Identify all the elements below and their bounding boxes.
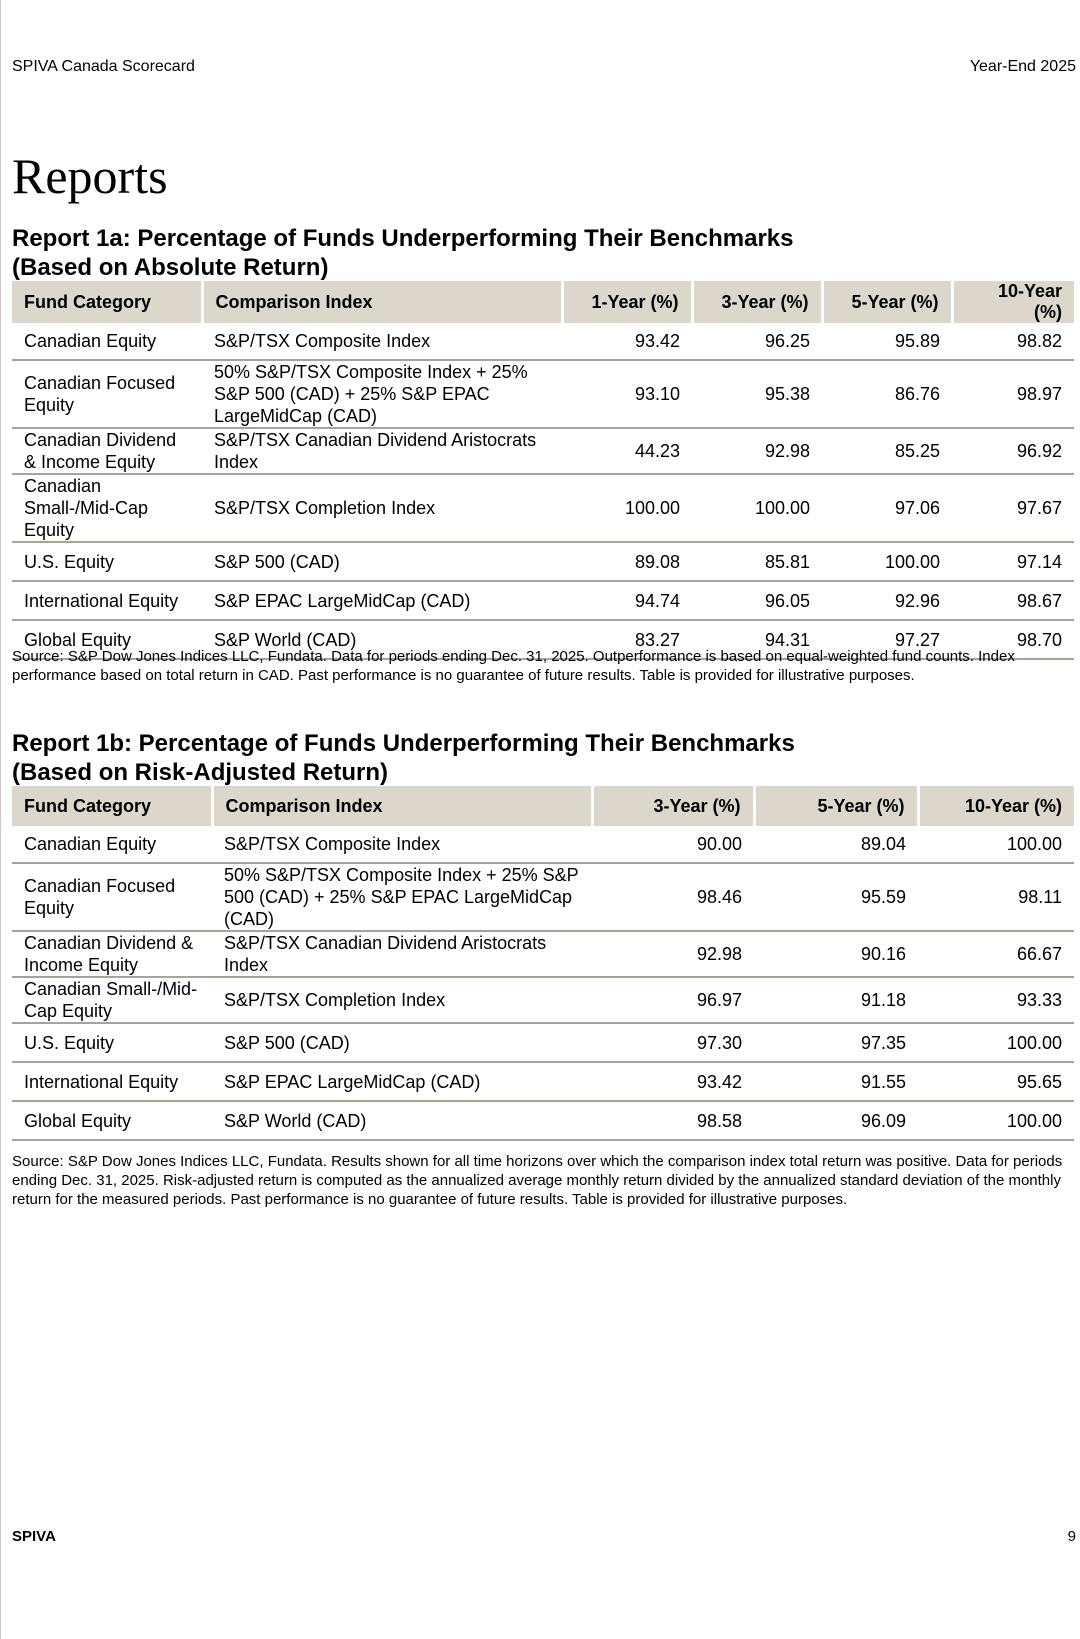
col-header-1-year: 1-Year (%) (562, 281, 692, 323)
report-1b-header-row (12, 786, 1074, 826)
value-1-year: 100.00 (562, 474, 692, 542)
table-row (12, 1023, 1074, 1062)
table-row (12, 1062, 1074, 1101)
report-1b-table (12, 786, 1074, 1141)
table-row (12, 428, 1074, 474)
fund-category: Global Equity (12, 620, 202, 659)
comparison-index: S&P/TSX Canadian Dividend Aristocrats Index (202, 428, 562, 474)
comparison-index: S&P World (CAD) (212, 1101, 592, 1140)
value-3-year: 93.42 (592, 1062, 754, 1101)
value-1-year: 83.27 (562, 620, 692, 659)
report-1a-source-note: Source: S&P Dow Jones Indices LLC, Fundata. Data for periods ending Dec. 31, 2025. Outperformance is based on equal-weighted fund counts. Index performance based on total return in CAD. Past performance is no guarantee of future results. Table is provided for illustrative purposes. (12, 648, 1015, 684)
fund-category: International Equity (12, 581, 202, 620)
table-row (12, 323, 1074, 360)
report-1b-title-line1: Report 1b: Percentage of Funds Underperforming Their Benchmarks (12, 730, 795, 757)
footer-brand: SPIVA (12, 1528, 56, 1545)
fund-category: Canadian Dividend & Income Equity (12, 931, 212, 977)
fund-category: Canadian Equity (12, 323, 202, 360)
fund-category: Canadian Small-/Mid-Cap Equity (12, 977, 212, 1023)
report-1b-source-note: Source: S&P Dow Jones Indices LLC, Fundata. Results shown for all time horizons over which the comparison index total return was positive. Data for periods ending Dec. 31, 2025. Risk-adjusted return is computed as the annualized average monthly return divided by the annualized standard deviation of the monthly return for the measured periods. Past performance is no guarantee of future results. Table is provided for illustrative purposes. (12, 1153, 1063, 1208)
value-5-year: 85.25 (822, 428, 952, 474)
value-3-year: 92.98 (592, 931, 754, 977)
fund-category: International Equity (12, 1062, 212, 1101)
comparison-index: 50% S&P/TSX Composite Index + 25% S&P 500 (CAD) + 25% S&P EPAC LargeMidCap (CAD) (212, 863, 592, 931)
value-5-year: 97.35 (754, 1023, 918, 1062)
report-1a-table (12, 281, 1074, 660)
comparison-index: S&P/TSX Composite Index (212, 826, 592, 863)
value-5-year: 92.96 (822, 581, 952, 620)
col-header-10-year: 10-Year (%) (918, 786, 1074, 826)
value-10-year: 93.33 (918, 977, 1074, 1023)
value-10-year: 97.14 (952, 542, 1074, 581)
table-row (12, 581, 1074, 620)
fund-category: Canadian Focused Equity (12, 863, 212, 931)
value-10-year: 98.11 (918, 863, 1074, 931)
page-number: 9 (1067, 1528, 1076, 1545)
value-10-year: 98.82 (952, 323, 1074, 360)
report-1b-title (12, 729, 912, 787)
value-3-year: 98.46 (592, 863, 754, 931)
value-3-year: 98.58 (592, 1101, 754, 1140)
header-scorecard-name: SPIVA Canada Scorecard (12, 58, 195, 75)
comparison-index: S&P/TSX Canadian Dividend Aristocrats Index (212, 931, 592, 977)
value-1-year: 89.08 (562, 542, 692, 581)
value-10-year: 98.70 (952, 620, 1074, 659)
report-1a-header-row (12, 281, 1074, 323)
value-10-year: 95.65 (918, 1062, 1074, 1101)
comparison-index: S&P/TSX Composite Index (202, 323, 562, 360)
table-row (12, 931, 1074, 977)
table-row (12, 360, 1074, 428)
value-10-year: 96.92 (952, 428, 1074, 474)
comparison-index: S&P EPAC LargeMidCap (CAD) (212, 1062, 592, 1101)
fund-category: Canadian Small-/Mid-Cap Equity (12, 474, 202, 542)
value-10-year: 100.00 (918, 826, 1074, 863)
value-3-year: 95.38 (692, 360, 822, 428)
col-header-5-year: 5-Year (%) (754, 786, 918, 826)
value-5-year: 89.04 (754, 826, 918, 863)
report-1a-title-line1: Report 1a: Percentage of Funds Underperforming Their Benchmarks (12, 225, 794, 252)
value-1-year: 93.10 (562, 360, 692, 428)
comparison-index: S&P/TSX Completion Index (212, 977, 592, 1023)
value-5-year: 90.16 (754, 931, 918, 977)
page-title: Reports (12, 148, 168, 204)
col-header-3-year: 3-Year (%) (592, 786, 754, 826)
table-row (12, 826, 1074, 863)
report-1a-title-line2: (Based on Absolute Return) (12, 254, 329, 281)
value-5-year: 91.18 (754, 977, 918, 1023)
table-row (12, 474, 1074, 542)
fund-category: U.S. Equity (12, 542, 202, 581)
col-header-10-year: 10-Year (%) (952, 281, 1074, 323)
value-10-year: 97.67 (952, 474, 1074, 542)
value-10-year: 66.67 (918, 931, 1074, 977)
value-10-year: 100.00 (918, 1023, 1074, 1062)
col-header-comparison-index: Comparison Index (202, 281, 562, 323)
fund-category: U.S. Equity (12, 1023, 212, 1062)
value-10-year: 98.67 (952, 581, 1074, 620)
value-3-year: 96.97 (592, 977, 754, 1023)
table-row (12, 1101, 1074, 1140)
value-5-year: 91.55 (754, 1062, 918, 1101)
comparison-index: S&P EPAC LargeMidCap (CAD) (202, 581, 562, 620)
value-1-year: 44.23 (562, 428, 692, 474)
table-row (12, 977, 1074, 1023)
report-1b-title-line2: (Based on Risk-Adjusted Return) (12, 759, 389, 786)
comparison-index: S&P World (CAD) (202, 620, 562, 659)
value-1-year: 93.42 (562, 323, 692, 360)
value-10-year: 98.97 (952, 360, 1074, 428)
fund-category: Global Equity (12, 1101, 212, 1140)
value-3-year: 92.98 (692, 428, 822, 474)
value-3-year: 97.30 (592, 1023, 754, 1062)
value-5-year: 86.76 (822, 360, 952, 428)
page-edge (0, 0, 1, 1639)
col-header-fund-category: Fund Category (12, 786, 212, 826)
value-3-year: 96.25 (692, 323, 822, 360)
value-3-year: 90.00 (592, 826, 754, 863)
header-period: Year-End 2025 (969, 58, 1076, 75)
value-5-year: 97.27 (822, 620, 952, 659)
col-header-5-year: 5-Year (%) (822, 281, 952, 323)
value-3-year: 85.81 (692, 542, 822, 581)
fund-category: Canadian Dividend & Income Equity (12, 428, 202, 474)
table-row (12, 542, 1074, 581)
comparison-index: 50% S&P/TSX Composite Index + 25% S&P 500 (CAD) + 25% S&P EPAC LargeMidCap (CAD) (202, 360, 562, 428)
comparison-index: S&P/TSX Completion Index (202, 474, 562, 542)
comparison-index: S&P 500 (CAD) (202, 542, 562, 581)
value-5-year: 97.06 (822, 474, 952, 542)
value-5-year: 100.00 (822, 542, 952, 581)
value-3-year: 100.00 (692, 474, 822, 542)
table-row (12, 863, 1074, 931)
comparison-index: S&P 500 (CAD) (212, 1023, 592, 1062)
value-10-year: 100.00 (918, 1101, 1074, 1140)
fund-category: Canadian Focused Equity (12, 360, 202, 428)
value-5-year: 95.89 (822, 323, 952, 360)
col-header-comparison-index: Comparison Index (212, 786, 592, 826)
value-1-year: 94.74 (562, 581, 692, 620)
col-header-3-year: 3-Year (%) (692, 281, 822, 323)
col-header-fund-category: Fund Category (12, 281, 202, 323)
report-1a-title (12, 224, 912, 282)
value-3-year: 96.05 (692, 581, 822, 620)
value-3-year: 94.31 (692, 620, 822, 659)
value-5-year: 95.59 (754, 863, 918, 931)
value-5-year: 96.09 (754, 1101, 918, 1140)
fund-category: Canadian Equity (12, 826, 212, 863)
